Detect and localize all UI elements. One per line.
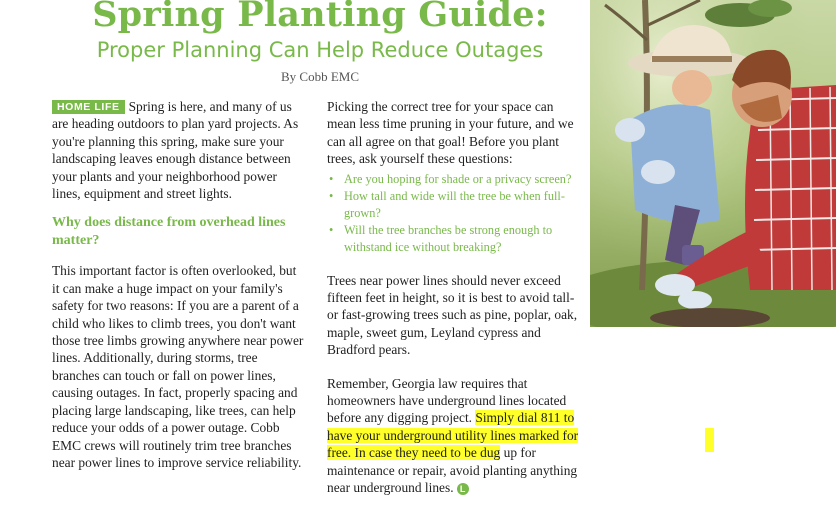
left-column bbox=[52, 98, 304, 471]
highlighted-811-text: Simply dial 811 to have your underground utility lines marked for free. In case they need to be dug bbox=[327, 410, 579, 461]
question-item: • Will the tree branches be strong enough to withstand ice without breaking? bbox=[327, 222, 579, 256]
law-text-start: Remember, Georgia law requires that homeowners have underground lines located before any digging project. bbox=[327, 375, 567, 426]
georgia-law-paragraph bbox=[327, 375, 579, 497]
right-column bbox=[327, 98, 579, 497]
gardening-couple-photo bbox=[590, 0, 836, 327]
highlighter-mark bbox=[705, 428, 714, 452]
article-subtitle: Proper Planning Can Help Reduce Outages bbox=[96, 38, 544, 62]
tree-choice-paragraph: Picking the correct tree for your space can mean less time pruning in your future, and we can all agree on that goal! Before you plant trees, ask yourself these questions: bbox=[327, 99, 574, 167]
question-item: • How tall and wide will the tree be when full-grown? bbox=[327, 188, 579, 222]
section-subheading: Why does distance from overhead lines matter? bbox=[52, 215, 286, 249]
intro-paragraph bbox=[52, 98, 304, 202]
byline: By Cobb EMC bbox=[280, 69, 359, 84]
question-item: • Are you hoping for shade or a privacy screen? bbox=[327, 171, 579, 188]
question-list bbox=[327, 171, 579, 256]
tree-height-paragraph: Trees near power lines should never exceed fifteen feet in height, so it is best to avoid tall- or fast-growing trees such as pine, poplar, oak, maple, sweet gum, Leyland cypress and Bradford pears. bbox=[327, 272, 578, 358]
section-badge: HOME LIFE bbox=[52, 100, 125, 114]
law-text-end: up for maintenance or repair, avoid planting anything near underground lines. bbox=[327, 445, 578, 496]
end-mark-icon: L bbox=[457, 483, 469, 495]
article-title: Spring Planting Guide: bbox=[92, 0, 548, 35]
intro-text: Spring is here, and many of us are heading outdoors to plan yard projects. As you're planning this spring, make sure your landscaping leaves enough distance between your plants and your neighborhood power lines, equipment and street lights. bbox=[52, 99, 299, 202]
body-paragraph: This important factor is often overlooked, but it can make a huge impact on your family's safety for two reasons: If you are a parent of a child who likes to climb trees, you don't want those tree limbs growing anywhere near power lines. Additionally, during storms, tree branches can touch or fall on power lines, causing outages. In fact, properly spacing and placing large landscaping, like trees, can help reduce your odds of a power outage. Cobb EMC crews will routinely trim tree branches near power lines to improve service reliability. bbox=[52, 263, 304, 470]
